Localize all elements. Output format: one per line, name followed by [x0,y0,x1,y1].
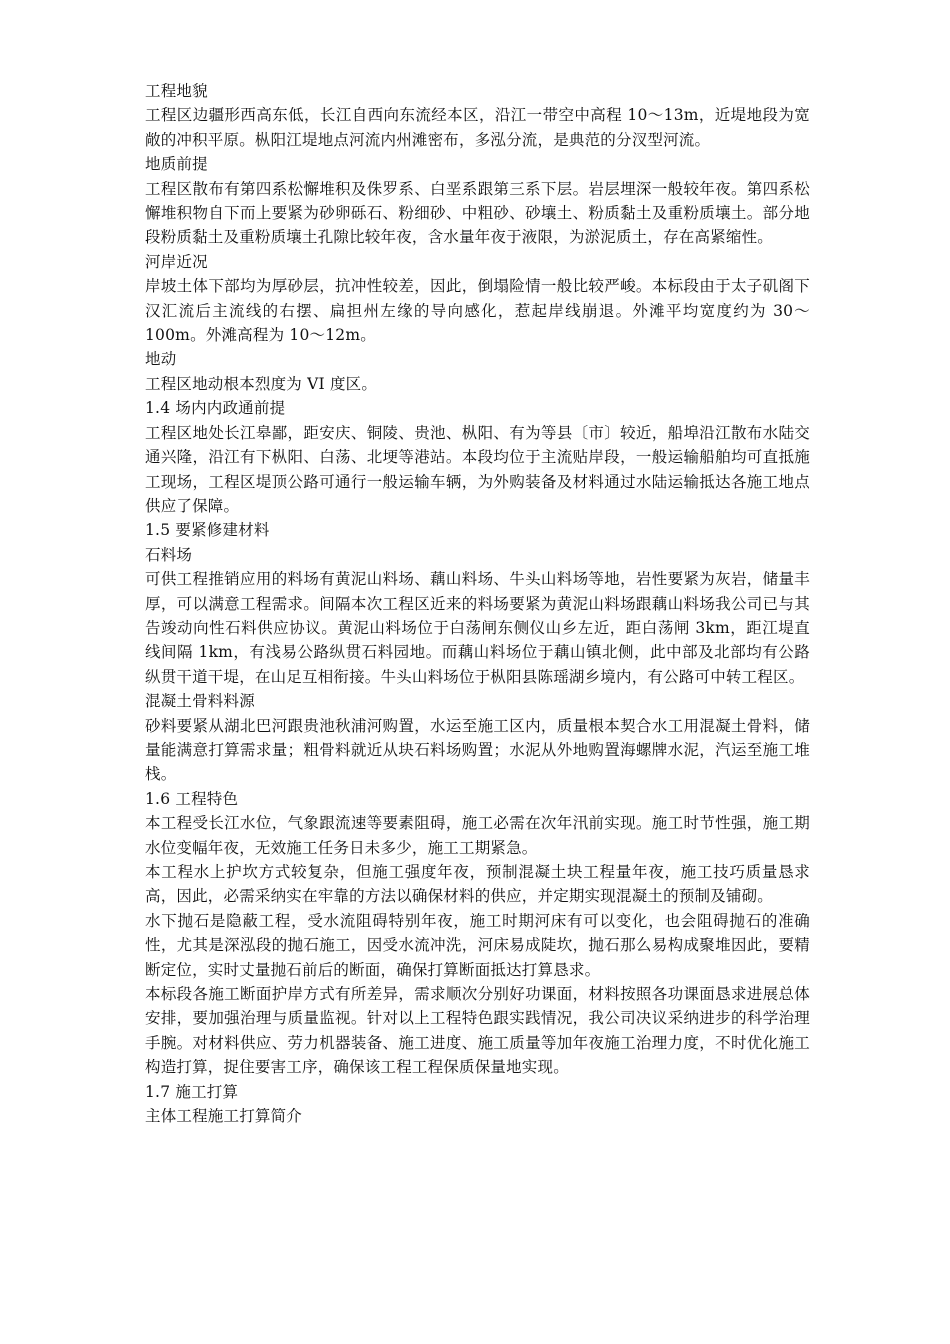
paragraph: 本工程水上护坎方式较复杂，但施工强度年夜，预制混凝土块工程量年夜，施工技巧质量恳求高，因此，必需采纳实在牢靠的方法以确保材料的供应，并定期实现混凝土的预制及铺砌。 [145,863,810,906]
paragraph: 可供工程推销应用的料场有黄泥山料场、藕山料场、牛头山料场等地，岩性要紧为灰岩，储量丰厚，可以满意工程需求。间隔本次工程区近来的料场要紧为黄泥山料场跟藕山料场我公司已与其告竣动向性石料供应协议。黄泥山料场位于白荡闸东侧仪山乡左近，距白荡闸 3km，距江堤直线间隔 1km，有浅易公路纵贯石料园地。而藕山料场位于藕山镇北侧，此中部及北部均有公路纵贯干道干堤，在山足互相衔接。牛头山料场位于枞阳县陈瑶湖乡境内，有公路可中转工程区。 [145,570,810,686]
section-heading: 工程地貌 [145,82,208,100]
paragraph: 工程区地处长江皋鄙，距安庆、铜陵、贵池、枞阳、有为等县〔市〕较近，船埠沿江散布水陆交通兴隆，沿江有下枞阳、白荡、北埂等港站。本段均位于主流贴岸段，一般运输船舶均可直抵施工现场，工程区堤顶公路可通行一般运输车辆，为外购装备及材料通过水陆运输抵达各施工地点供应了保障。 [145,423,810,515]
paragraph: 工程区散布有第四系松懈堆积及侏罗系、白垩系跟第三系下层。岩层埋深一般较年夜。第四系松懈堆积物自下而上要紧为砂卵砾石、粉细砂、中粗砂、砂壤土、粉质黏土及重粉质壤土。部分地段粉质黏土及重粉质壤土孔隙比较年夜，含水量年夜于液限，为淤泥质土，存在高紧缩性。 [145,179,810,247]
paragraph: 工程区地动根本烈度为 VI 度区。 [145,374,378,393]
section-heading: 主体工程施工打算简介 [145,1107,303,1126]
paragraph: 本工程受长江水位，气象跟流速等要素阻碍，施工必需在次年汛前实现。施工时节性强，施工期水位变幅年夜，无效施工任务日未多少，施工工期紧急。 [145,814,810,857]
section-heading: 地动 [145,350,177,369]
section-heading: 1.6 工程特色 [145,789,239,808]
paragraph: 水下抛石是隐蔽工程，受水流阻碍特别年夜，施工时期河床有可以变化，也会阻碍抛石的准确性，尤其是深泓段的抛石施工，因受水流冲洗，河床易成陡坎，抛石那么易构成聚堆因此，要精断定位，实时丈量抛石前后的断面，确保打算断面抵达打算恳求。 [145,911,810,979]
section-heading: 石料场 [145,545,193,564]
section-heading: 1.7 施工打算 [145,1082,239,1101]
section-heading: 1.4 场内内政通前提 [145,399,286,418]
paragraph: 岸坡土体下部均为厚砂层，抗冲性较差，因此，倒塌险情一般比较严峻。本标段由于太子矶阁下汉汇流后主流线的右摆、扁担州左缘的导向感化，惹起岸线崩退。外滩平均宽度约为 30～100m。外滩高程为 10～12m。 [145,277,810,345]
section-heading: 混凝土骨料料源 [145,692,255,711]
document-page [145,79,810,1128]
paragraph: 工程区边疆形西高东低，长江自西向东流经本区，沿江一带空中高程 10～13m，近堤地段为宽敞的冲积平原。枞阳江堤地点河流内州滩密布，多泓分流，是典范的分汊型河流。 [145,106,810,149]
section-heading: 地质前提 [145,155,208,174]
section-heading: 河岸近况 [145,252,208,271]
section-heading: 1.5 要紧修建材料 [145,521,270,540]
paragraph: 本标段各施工断面护岸方式有所差异，需求顺次分别好功课面，材料按照各功课面恳求进展总体安排，要加强治理与质量监视。针对以上工程特色跟实践情况，我公司决议采纳进步的科学治理手腕。对材料供应、劳力机器装备、施工进度、施工质量等加年夜施工治理力度，不时优化施工构造打算，捉住要害工序，确保该工程工程保质保量地实现。 [145,985,810,1077]
paragraph: 砂料要紧从湖北巴河跟贵池秋浦河购置，水运至施工区内，质量根本契合水工用混凝土骨料，储量能满意打算需求量；粗骨料就近从块石料场购置；水泥从外地购置海螺牌水泥，汽运至施工堆栈。 [145,716,810,784]
